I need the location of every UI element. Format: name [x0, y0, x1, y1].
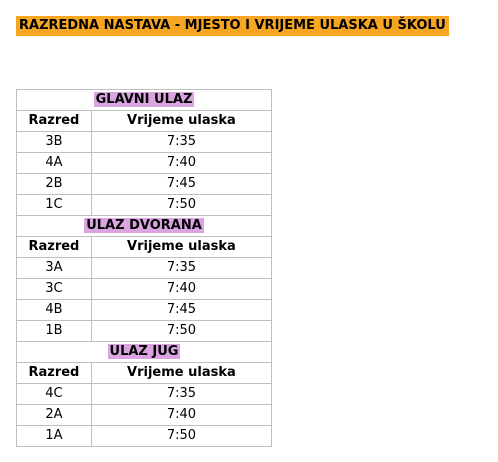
table-row: [17, 195, 272, 216]
time-cell: 7:50: [91, 195, 271, 216]
column-header-row: [17, 363, 272, 384]
time-cell: 7:40: [91, 405, 271, 426]
section-title: GLAVNI ULAZ: [95, 92, 193, 107]
section-header-row: [17, 90, 272, 111]
column-header-vrijeme: Vrijeme ulaska: [91, 363, 271, 384]
time-cell: 7:35: [91, 384, 271, 405]
entry-schedule-table: [16, 89, 272, 447]
class-cell: 1A: [17, 426, 92, 447]
class-cell: 4A: [17, 153, 92, 174]
column-header-razred: Razred: [17, 111, 92, 132]
class-cell: 3C: [17, 279, 92, 300]
table-row: [17, 384, 272, 405]
class-cell: 2B: [17, 174, 92, 195]
class-cell: 4B: [17, 300, 92, 321]
table-row: [17, 153, 272, 174]
table-row: [17, 321, 272, 342]
column-header-vrijeme: Vrijeme ulaska: [91, 237, 271, 258]
time-cell: 7:35: [91, 132, 271, 153]
table-row: [17, 405, 272, 426]
column-header-row: [17, 111, 272, 132]
table-row: [17, 300, 272, 321]
class-cell: 1B: [17, 321, 92, 342]
section-header-row: [17, 342, 272, 363]
column-header-row: [17, 237, 272, 258]
table-row: [17, 279, 272, 300]
time-cell: 7:45: [91, 300, 271, 321]
time-cell: 7:50: [91, 321, 271, 342]
class-cell: 1C: [17, 195, 92, 216]
section-glavni-ulaz: [17, 90, 272, 216]
time-cell: 7:40: [91, 279, 271, 300]
class-cell: 3B: [17, 132, 92, 153]
section-title: ULAZ DVORANA: [86, 218, 202, 233]
table-row: [17, 426, 272, 447]
column-header-vrijeme: Vrijeme ulaska: [91, 111, 271, 132]
time-cell: 7:45: [91, 174, 271, 195]
table-row: [17, 258, 272, 279]
column-header-razred: Razred: [17, 363, 92, 384]
section-header-row: [17, 216, 272, 237]
time-cell: 7:50: [91, 426, 271, 447]
section-ulaz-jug: [17, 342, 272, 447]
class-cell: 2A: [17, 405, 92, 426]
table-row: [17, 174, 272, 195]
section-title: ULAZ JUG: [109, 344, 179, 359]
time-cell: 7:40: [91, 153, 271, 174]
table-row: [17, 132, 272, 153]
column-header-razred: Razred: [17, 237, 92, 258]
page-title: RAZREDNA NASTAVA - MJESTO I VRIJEME ULASKA U ŠKOLU: [16, 16, 449, 36]
class-cell: 3A: [17, 258, 92, 279]
class-cell: 4C: [17, 384, 92, 405]
section-ulaz-dvorana: [17, 216, 272, 342]
time-cell: 7:35: [91, 258, 271, 279]
